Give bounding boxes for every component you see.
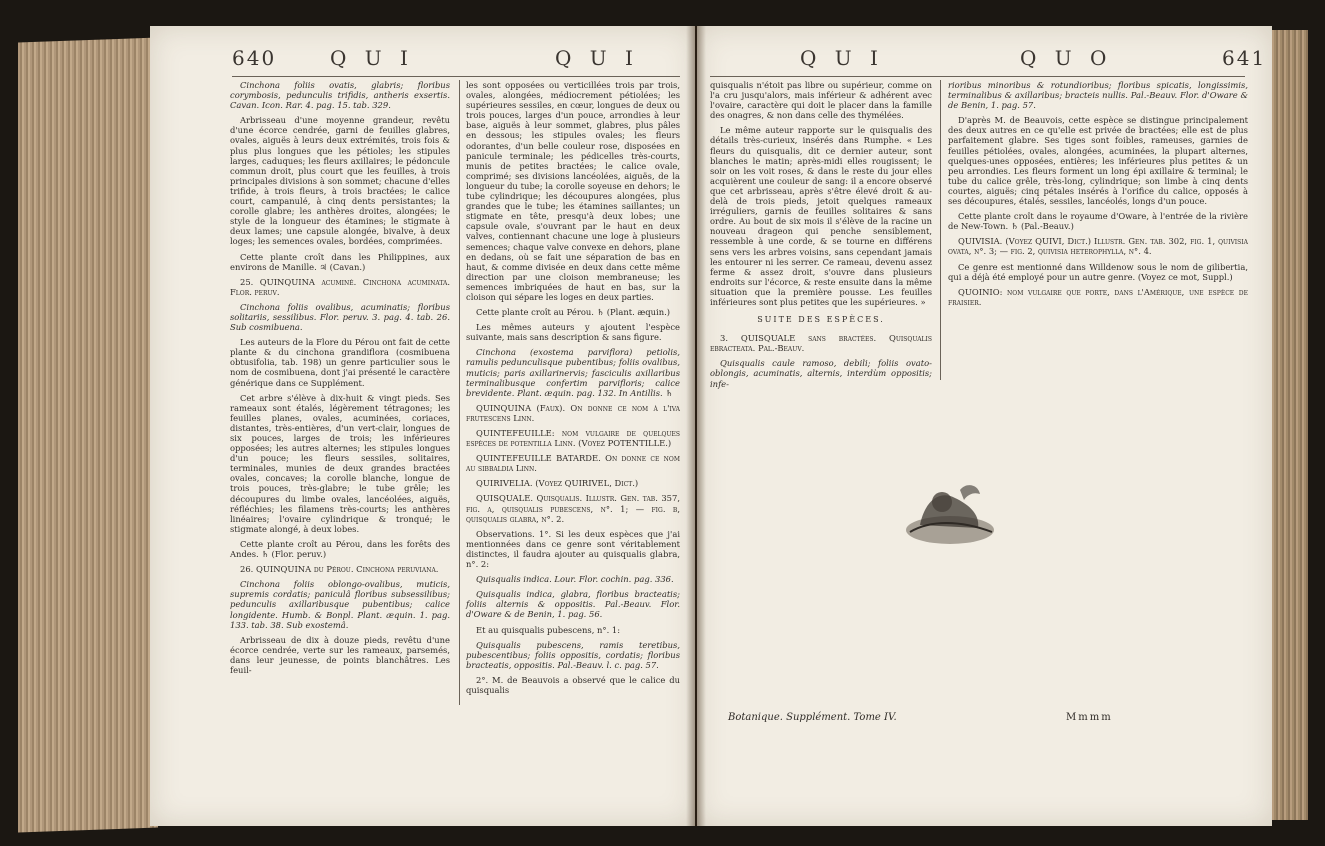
book-edge-left	[18, 38, 158, 833]
paragraph: Cette plante croît au Pérou. ♄ (Plant. æquin.)	[476, 307, 671, 318]
paragraph: D'après M. de Beauvois, cette espèce se distingue principalement des deux autres en ce qu'elle est privée de bractées; elle est de plus parfaitement glabre. Ses tiges sont foibles, rameuses, garnies de feuilles pétiolées, ovales, alongées, acuminées, la plupart alternes, quelques-unes opposées, entières; les inférieures plus petites & un peu arrondies. Les fleurs forment un long épi axillaire & terminal; le tube du calice grêle, très-long, cylindrique; son limbe à cinq dents courtes, aiguës; cinq pétales insérés à l'orifice du calice, opposés à ses découpures, étalés, sessiles, lancéolés, longs d'un pouce.	[948, 115, 1248, 207]
entry-heading: QUISQUALE. Quisqualis. Illustr. Gen. tab. 357, fig. a, quisqualis pubescens, n°. 1; — fig. b, quisqualis glabra, n°. 2.	[466, 493, 680, 524]
paragraph: Cette plante croît dans les Philippines, aux environs de Manille. ♃ (Cavan.)	[230, 251, 450, 272]
paragraph: Les auteurs de la Flore du Pérou ont fait de cette plante & du cinchona grandiflora (cosmibuena obtusifolia, tab. 198) un genre particulier sous le nom de cosmibuena, dont j'ai présenté le caractère générique dans ce Supplément.	[230, 337, 450, 388]
paragraph: Et au quisqualis pubescens, n°. 1:	[476, 624, 621, 635]
paragraph: Arbrisseau de dix à douze pieds, revêtu d'une écorce cendrée, verte sur les rameaux, parsemés, dans leur jeunesse, de points blanchâtres. Les feuil-	[230, 634, 450, 675]
paragraph: Quisqualis caule ramoso, debili; foliis ovato-oblongis, acuminatis, alternis, interdùm oppositis; infe-	[710, 358, 932, 389]
paragraph: Quisqualis pubescens, ramis teretibus, pubescentibus; foliis oppositis, cordatis; floribus bracteatis, oppositis. Pal.-Beauv. l. c. pag. 57.	[466, 639, 680, 670]
paragraph: quisqualis n'étoit pas libre ou supérieur, comme on l'a cru jusqu'alors, mais inférieur & adhérent avec l'ovaire, caractère qui doit le placer dans la famille des onagres, & non dans celle des thymélées.	[710, 80, 932, 121]
entry-heading: QUINTEFEUILLE: nom vulgaire de quelques espèces de potentilla Linn. (Voyez POTENTILLE.)	[466, 428, 680, 449]
right-column-rule	[940, 80, 941, 380]
left-column-rule	[459, 80, 460, 705]
paragraph: Observations. 1°. Si les deux espèces que j'ai mentionnées dans ce genre sont véritablement distinctes, il faudra ajouter au quisqualis glabra, n°. 2:	[466, 528, 680, 570]
paragraph: Quisqualis indica. Lour. Flor. cochin. pag. 336.	[476, 574, 674, 585]
entry-heading: QUIVISIA. (Voyez QUIVI, Dict.) Illustr. Gen. tab. 302, fig. 1, quivisia ovata, n°. 3; — fig. 2, quivisia heterophylla, n°. 4.	[948, 236, 1248, 257]
left-running-head-1: Q U I	[330, 46, 414, 70]
left-header-rule	[232, 76, 680, 77]
paragraph: Cinchona foliis ovatis, glabris; floribus corymbosis, pedunculis trifidis, antheris exsertis. Cavan. Icon. Rar. 4. pag. 15. tab. 329.	[230, 80, 450, 111]
paragraph: Le même auteur rapporte sur le quisqualis des détails très-curieux, insérés dans Rumphe. « Les fleurs du quisqualis, dit ce dernier auteur, sont blanches le matin; après-midi elles rougissent; le soir on les voit roses, & dans le reste du jour elles acquièrent une couleur de sang: il a encore observé que cet arbrisseau, après s'être élevé droit & au-delà de trois pieds, jetoit quelques rameaux irréguliers, garnis de feuilles solitaires & sans ordre. Au bout de six mois il s'élève de la racine un nouveau drageon qui penche sensiblement, ressemble à une corde, & se tourne en différens sens vers les arbres voisins, sans cependant jamais les entourer ni les serrer. Ce rameau, devenu assez ferme & assez droit, s'ouvre dans plusieurs endroits sur l'écorce, & reste ensuite dans la même situation que la première pousse. Les feuilles inférieures sont plus petites que les supérieures. »	[710, 125, 932, 307]
left-folio: 640	[232, 46, 277, 70]
left-running-head-2: Q U I	[555, 46, 639, 70]
vignette-ornament	[900, 470, 1000, 550]
left-page-column-2	[466, 80, 680, 720]
section-subheading: SUITE DES ESPÈCES.	[757, 315, 885, 325]
paragraph: Cet arbre s'élève à dix-huit & vingt pieds. Ses rameaux sont étalés, légèrement tétragones; les feuilles planes, ovales, acuminées, coriaces, distantes, très-entières, d'un vert-clair, longues de six pouces, larges de trois; les inférieures opposées; les autres alternes; les stipules longues d'un pouce; les fleurs sessiles, solitaires, terminales, munies de deux grandes bractées ovales, concaves; la corolle blanche, longue de trois pouces, très-glabre; le tube grêle; les découpures du limbe ovales, lancéolées, aiguës, réfléchies; les filamens très-courts; les anthères linéaires; l'ovaire cylindrique & tronqué; le stigmate alongé, à deux lobes.	[230, 392, 450, 534]
left-page-column-1	[230, 80, 450, 710]
right-header-rule	[710, 76, 1245, 77]
entry-heading: 25. QUINQUINA acuminé. Cinchona acuminata. Flor. peruv.	[230, 276, 450, 297]
paragraph: Ce genre est mentionné dans Willdenow sous le nom de gilibertia, qui a déjà été employé pour un autre genre. (Voyez ce mot, Suppl.)	[948, 261, 1248, 282]
paragraph: Cinchona foliis ovalibus, acuminatis; floribus solitariis, sessilibus. Flor. peruv. 3. pag. 4. tab. 26. Sub cosmibuena.	[230, 301, 450, 333]
book-edge-right	[1268, 30, 1308, 820]
entry-heading: QUIRIVELIA. (Voyez QUIRIVEL, Dict.)	[476, 478, 639, 489]
entry-heading: QUINQUINA (Faux). On donne ce nom à l'iva frutescens Linn.	[466, 402, 680, 423]
paragraph: Cinchona (exostema parviflora) petiolis, ramulis pedunculisque pubentibus; foliis ovalibus, muticis; paris axillarinervis; fasciculis axillaribus terminalibusque confertim parvifloris; calice brevidente. Plant. æquin. pag. 132. In Antillis. ♄	[466, 347, 680, 398]
paragraph: Arbrisseau d'une moyenne grandeur, revêtu d'une écorce cendrée, garni de feuilles glabres, ovales, aiguës à leurs deux extrémités, trois fois & plus plus longues que les pétioles; les stipules larges, caduques; les fleurs axillaires; le pédoncule commun droit, plus court que les feuilles, à trois principales divisions à son sommet; chacune d'elles trifide, à trois fleurs, à trois bractées; le calice court, campanulé, à cinq dents persistantes; la corolle glabre; les anthères droites, alongées; le style de la longueur des étamines; le stigmate à deux lames; une capsule alongée, bivalve, à deux loges; les semences ovales, bordées, comprimées.	[230, 115, 450, 247]
entry-heading: QUINTEFEUILLE BATARDE. On donne ce nom au sibbaldia Linn.	[466, 453, 680, 474]
right-running-head-2: Q U O	[1020, 46, 1113, 70]
paragraph: Les mêmes auteurs y ajoutent l'espèce suivante, mais sans description & sans figure.	[466, 322, 680, 343]
right-folio: 641	[1222, 46, 1267, 70]
right-page-column-2	[948, 80, 1248, 410]
paragraph: rioribus minoribus & rotundioribus; floribus spicatis, longissimis, terminalibus & axillaribus; bracteis nullis. Pal.-Beauv. Flor. d'Oware & de Benin, 1. pag. 57.	[948, 80, 1248, 111]
paragraph: 2°. M. de Beauvois a observé que le calice du quisqualis	[466, 674, 680, 695]
paragraph: Cette plante croît au Pérou, dans les forêts des Andes. ♄ (Flor. peruv.)	[230, 538, 450, 560]
paragraph: Cette plante croît dans le royaume d'Oware, à l'entrée de la rivière de New-Town. ♄ (Pal.-Beauv.)	[948, 211, 1248, 232]
page-footer-title: Botanique. Supplément. Tome IV.	[728, 712, 897, 723]
right-running-head-1: Q U I	[800, 46, 884, 70]
book-gutter	[686, 26, 706, 826]
entry-heading: 26. QUINQUINA du Pérou. Cinchona peruviana.	[240, 564, 439, 575]
entry-heading: 3. QUISQUALE sans bractées. Quisqualis ebracteata. Pal.-Beauv.	[710, 333, 932, 354]
paragraph: les sont opposées ou verticillées trois par trois, ovales, alongées, médiocrement pétiolées; les supérieures sessiles, en cœur, longues de deux ou trois pouces, larges d'un pouce, arrondies à leur base, aiguës à leur sommet, glabres, plus pâles en dessous; les stipules ovales; les fleurs odorantes, d'un belle couleur rose, disposées en panicule terminale; les pédicelles très-courts, munis de petites bractées; le calice ovale, comprimé; ses divisions lancéolées, aiguës, de la longueur du tube; la corolle soyeuse en dehors; le tube cylindrique; les découpures alongées, plus grandes que le tube; les étamines saillantes; un stigmate en tête, presqu'à deux lobes; une capsule ovale, s'ouvrant par le haut en deux valves, contiennant chacune une loge à plusieurs semences; chaque valve convexe en dehors, plane en dedans, où se fait une séparation de bas en haut, & comme divisée en deux dans cette même direction par une cloison membraneuse; les semences imbriquées de haut en bas, sur la cloison qui sépare les loges en deux parties.	[466, 80, 680, 302]
right-page-column-1	[710, 80, 932, 389]
signature-mark: Mmmm	[1066, 712, 1113, 723]
paragraph: Quisqualis indica, glabra, floribus bracteatis; foliis alternis & oppositis. Pal.-Beauv. Flor. d'Oware & de Benin, 1. pag. 56.	[466, 589, 680, 620]
paragraph: Cinchona foliis oblongo-ovalibus, muticis, supremis cordatis; paniculâ floribus subsessilibus; pedunculis axillaribusque pubentibus; calice longidente. Humb. & Bonpl. Plant. æquin. 1. pag. 133. tab. 38. Sub exostemâ.	[230, 579, 450, 630]
entry-heading: QUOINIO: nom vulgaire que porte, dans l'Amérique, une espèce de fraisier.	[948, 286, 1248, 307]
